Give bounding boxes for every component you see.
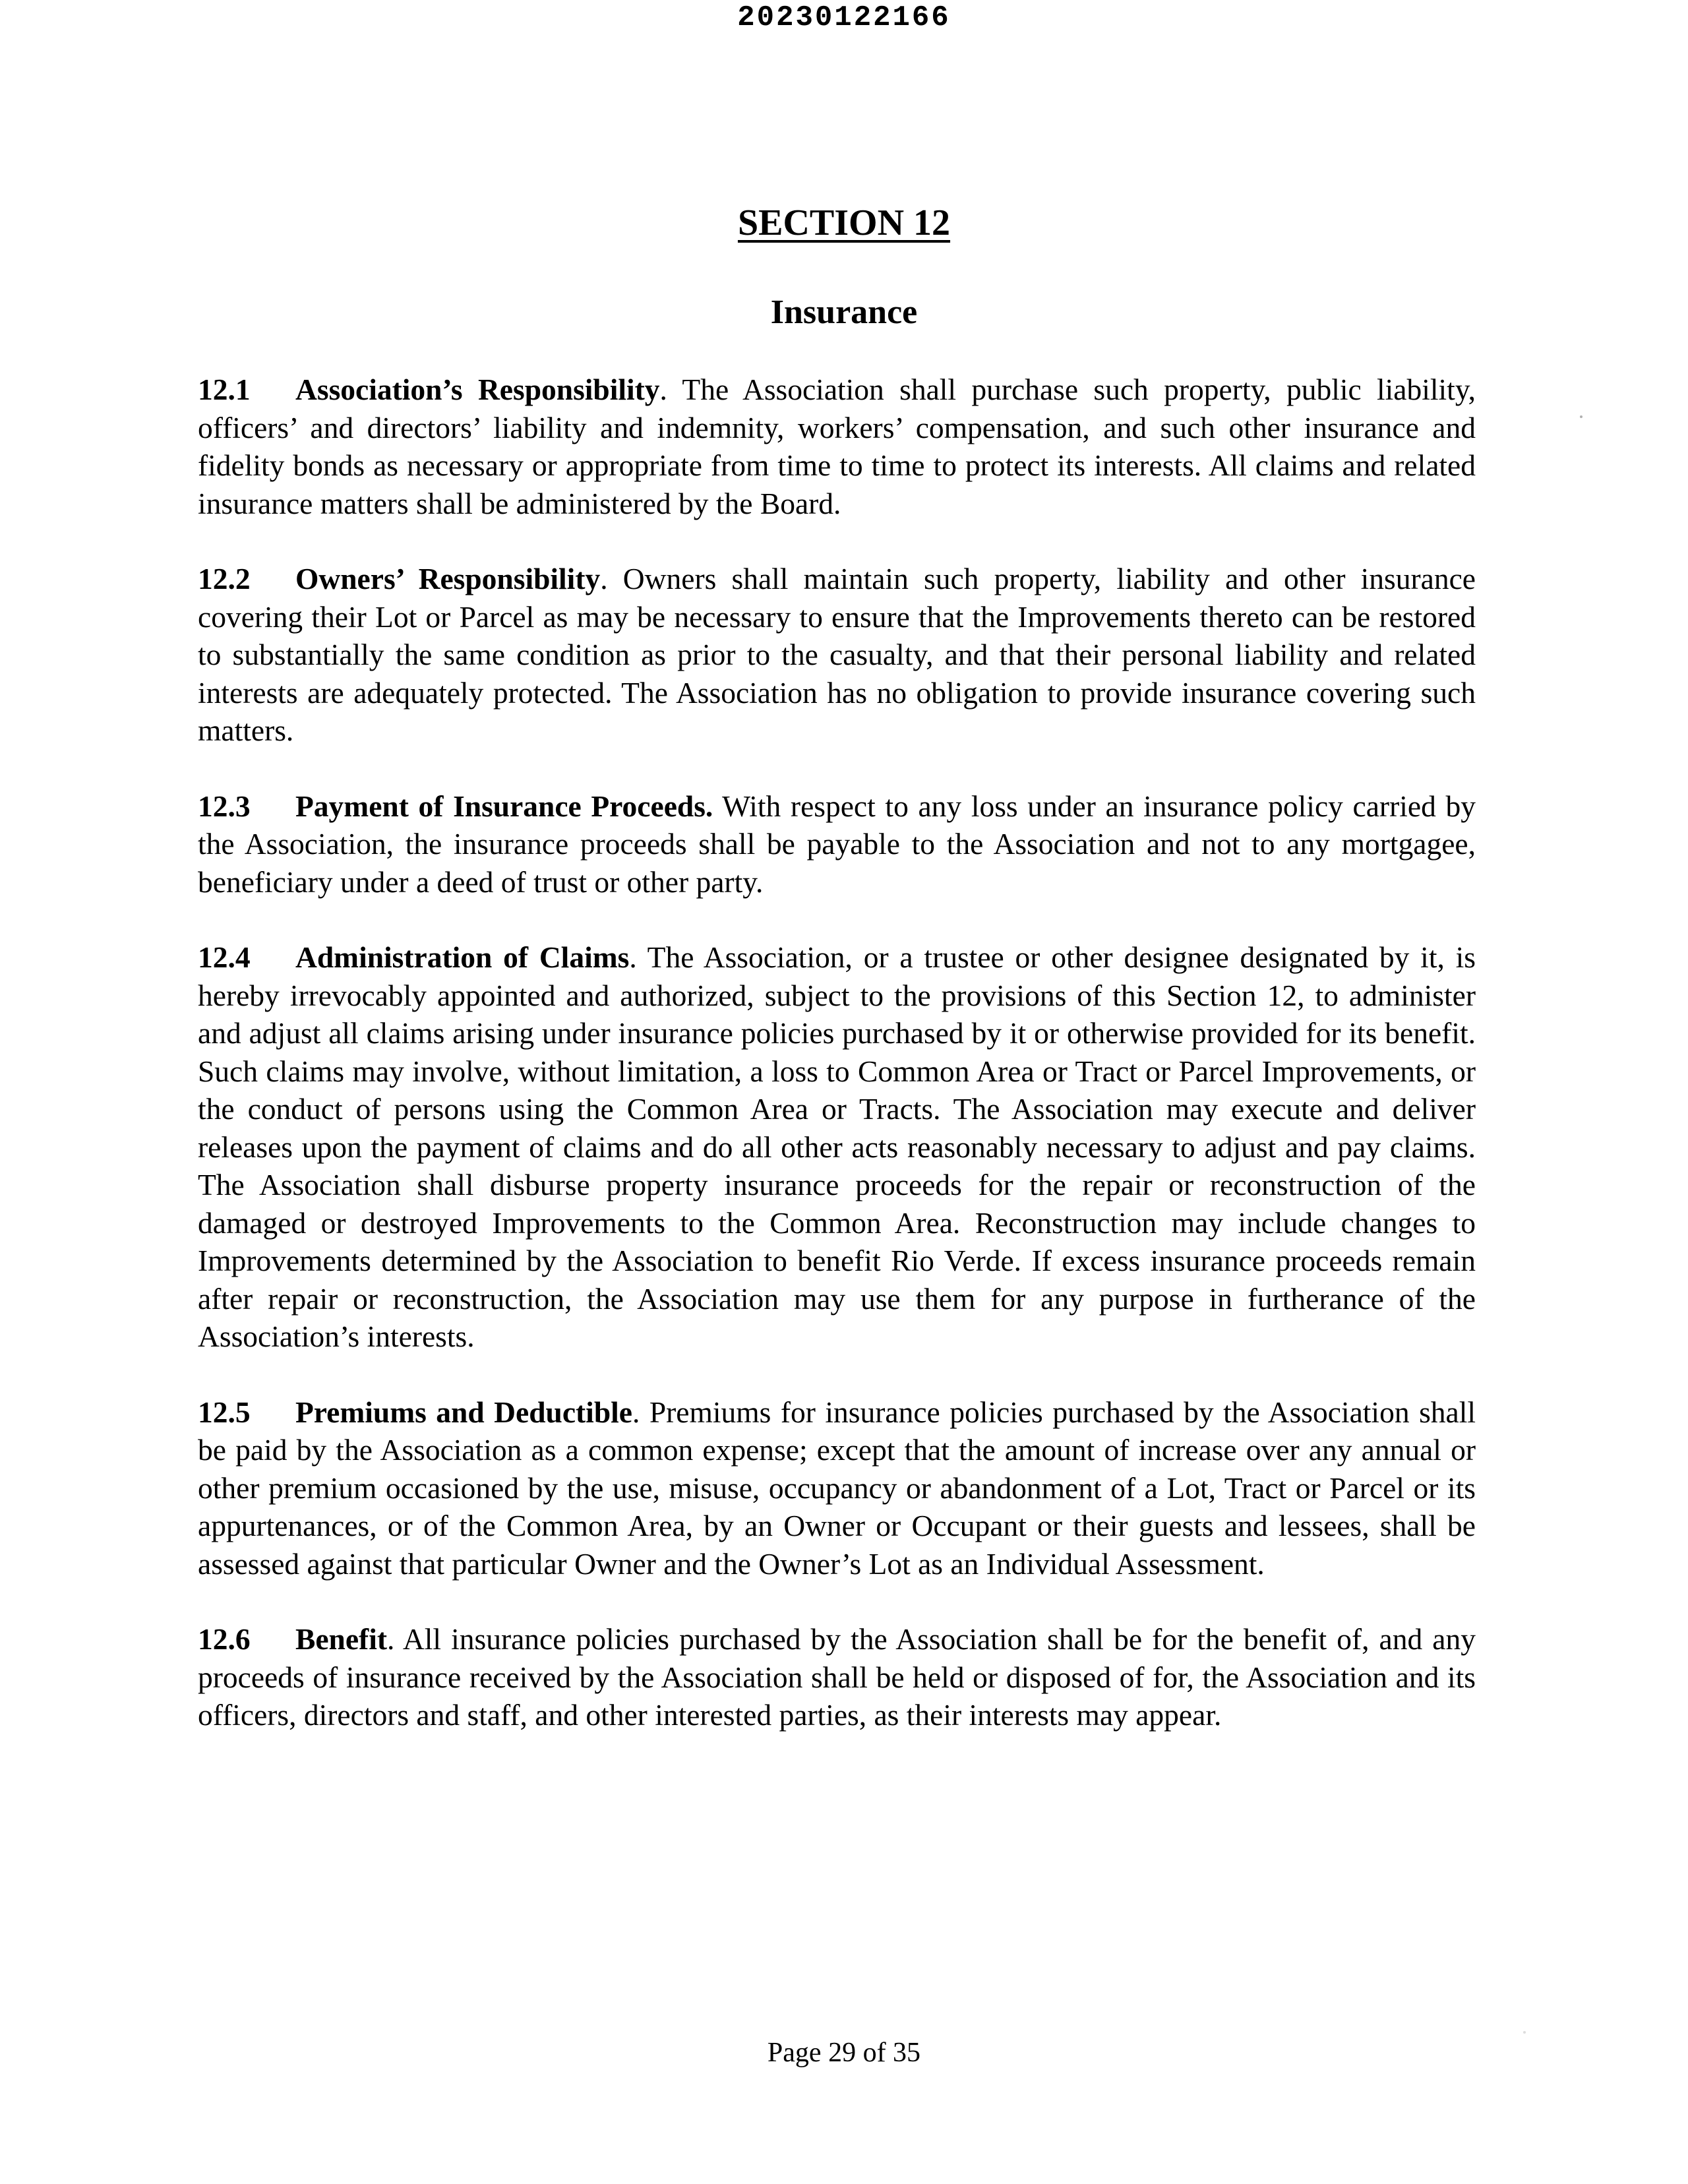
- section-subtitle: Insurance: [770, 293, 918, 331]
- paragraph-12-6: [198, 1620, 1476, 1734]
- paragraph-heading: Association’s Responsibility: [295, 373, 660, 406]
- document-body: [198, 371, 1476, 1772]
- paragraph-text: . The Association, or a trustee or other designee designated by it, is hereby irrevocably appointed and authorized, subject to the provisions of this Section 12, to administer and adjust all claims arising under insurance policies purchased by it or otherwise provided for its benefit. Such claims may involve, without limitation, a loss to Common Area or Tract or Parcel Improvements, or the conduct of persons using the Common Area or Tracts. The Association may execute and deliver releases upon the payment of claims and do all other acts reasonably necessary to adjust and pay claims. The Association shall disburse property insurance proceeds for the repair or reconstruction of the damaged or destroyed Improvements to the Common Area. Reconstruction may include changes to Improvements determined by the Association to benefit Rio Verde. If excess insurance proceeds remain after repair or reconstruction, the Association may use them for any purpose in furtherance of the Association’s interests.: [198, 940, 1476, 1353]
- paragraph-heading: Payment of Insurance Proceeds.: [295, 789, 713, 823]
- paragraph-text: . The Association shall purchase such property, public liability, officers’ and directors’ liability and indemnity, workers’ compensation, and such other insurance and fidelity bonds as necessary or appropriate from time to time to protect its interests. All claims and related insurance matters shall be administered by the Board.: [198, 373, 1476, 520]
- paragraph-heading: Benefit: [295, 1622, 387, 1656]
- paragraph-number: 12.1: [198, 373, 251, 406]
- paragraph-text: With respect to any loss under an insurance policy carried by the Association, the insurance proceeds shall be payable to the Association and not to any mortgagee, beneficiary under a deed of trust or other party.: [198, 789, 1476, 899]
- paragraph-number: 12.5: [198, 1395, 251, 1429]
- paragraph-number: 12.3: [198, 789, 251, 823]
- page-number-footer: Page 29 of 35: [767, 2038, 921, 2068]
- document-number: 20230122166: [737, 1, 951, 34]
- scan-speck: [1580, 415, 1582, 418]
- paragraph-12-2: [198, 560, 1476, 750]
- paragraph-heading: Premiums and Deductible: [295, 1395, 632, 1429]
- paragraph-heading: Owners’ Responsibility: [295, 562, 601, 595]
- paragraph-number: 12.4: [198, 940, 251, 974]
- paragraph-heading: Administration of Claims: [295, 940, 630, 974]
- paragraph-text: . Premiums for insurance policies purchased by the Association shall be paid by the Association as a common expense; except that the amount of increase over any annual or other premium occasioned by the use, misuse, occupancy or abandonment of a Lot, Tract or Parcel or its appurtenances, or of the Common Area, by an Owner or Occupant or their guests and lessees, shall be assessed against that particular Owner and the Owner’s Lot as an Individual Assessment.: [198, 1395, 1476, 1581]
- paragraph-12-5: [198, 1393, 1476, 1583]
- paragraph-number: 12.2: [198, 562, 251, 595]
- paragraph-12-1: [198, 371, 1476, 522]
- paragraph-text: . Owners shall maintain such property, liability and other insurance covering their Lot or Parcel as may be necessary to ensure that the Improvements thereto can be restored to substantially the same condition as prior to the casualty, and that their personal liability and related interests are adequately protected. The Association has no obligation to provide insurance covering such matters.: [198, 562, 1476, 747]
- paragraph-12-4: [198, 938, 1476, 1356]
- paragraph-number: 12.6: [198, 1622, 251, 1656]
- paragraph-text: . All insurance policies purchased by the Association shall be for the benefit of, and any proceeds of insurance received by the Association shall be held or disposed of for, the Association and its officers, directors and staff, and other interested parties, as their interests may appear.: [198, 1622, 1476, 1732]
- section-title: SECTION 12: [737, 202, 951, 243]
- paragraph-12-3: [198, 787, 1476, 901]
- scan-speck: [1523, 2031, 1526, 2034]
